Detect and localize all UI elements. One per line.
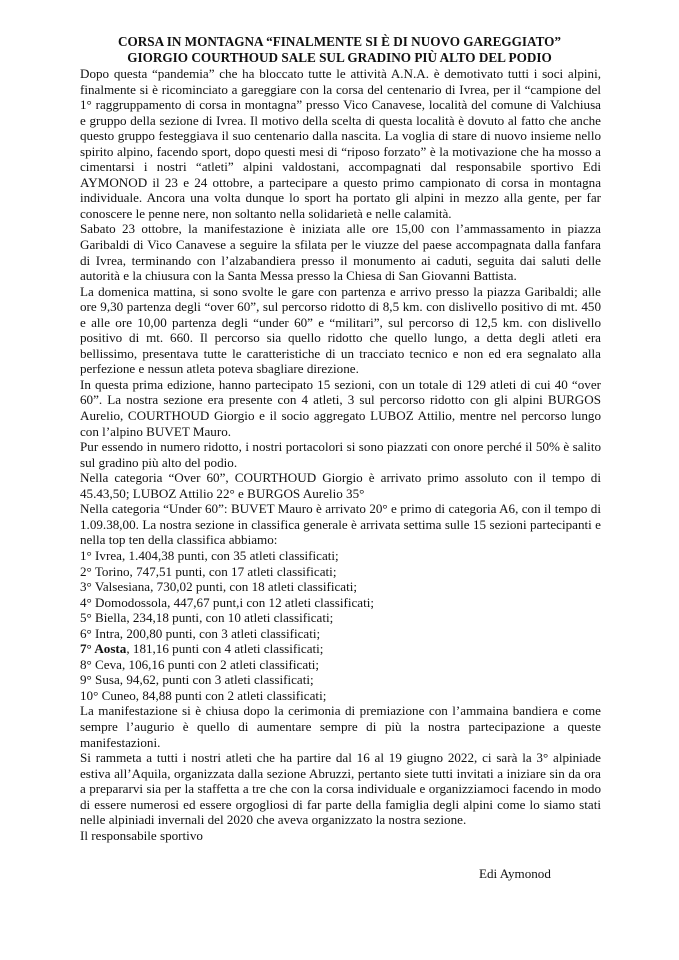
title-line-1: CORSA IN MONTAGNA “FINALMENTE SI È DI NUOVO GAREGGIATO” <box>117 34 562 49</box>
paragraph: Pur essendo in numero ridotto, i nostri portacolori si sono piazzati con onore perché il 50% è salito sul gradino più alto del podio. <box>80 439 601 470</box>
paragraph: Nella categoria “Over 60”, COURTHOUD Giorgio è arrivato primo assoluto con il tempo di 45.43,50; LUBOZ Attilio 22° e BURGOS Aurelio 35° <box>80 470 601 501</box>
ranking-position: 2° Torino <box>80 563 130 579</box>
ranking-item <box>80 688 601 704</box>
paragraph: Dopo questa “pandemia” che ha bloccato tutte le attività A.N.A. è demotivato tutti i soci alpini, finalmente si è ricominciato a gareggiare con la corsa del centenario di Ivrea, per il “campione del 1° raggruppamento di corsa in montagna” presso Vico Canavese, località del comune di Valchiusa e gruppo della sezione di Ivrea. Il motivo della scelta di questa località è dovuto al fatto che anche questo gruppo festeggiava il suo centenario dalla nascita. La voglia di stare di nuovo insieme nello spirito alpino, facendo sport, dopo questi mesi di “riposo forzato” è la motivazione che ha mosso a cimentarsi i nostri “atleti” alpini valdostani, accompagnati dal responsabile sportivo Edi AYMONOD il 23 e 24 ottobre, a partecipare a questo primo campionato di corsa in montagna individuale. Ancora una volta dunque lo sport ha portato gli alpini in mezzo alla gente, per far conoscere le penne nere, non soltanto nella solidarietà e nelle calamità. <box>80 66 601 221</box>
article-body <box>80 66 601 843</box>
ranking-item <box>80 657 601 673</box>
ranking-item <box>80 595 601 611</box>
ranking-detail: , 84,88 punti con 2 atleti classificati; <box>135 687 327 703</box>
ranking-position: 7° Aosta <box>80 641 127 657</box>
ranking-item <box>80 672 601 688</box>
ranking-item <box>80 564 601 580</box>
ranking-item <box>80 610 601 626</box>
ranking-position: 9° Susa <box>80 672 120 688</box>
ranking-detail: , 181,16 punti con 4 atleti classificati; <box>126 641 324 657</box>
ranking-detail: , 200,80 punti, con 3 atleti classificati; <box>119 625 321 641</box>
ranking-position: 6° Intra <box>80 625 120 641</box>
paragraph: Nella categoria “Under 60”: BUVET Mauro è arrivato 20° e primo di categoria A6, con il tempo di 1.09.38,00. La nostra sezione in classifica generale è arrivata settima sulle 15 sezioni partecipanti e nella top ten della classifica abbiamo: <box>80 501 601 548</box>
ranking-detail: , 94,62, punti con 3 atleti classificati; <box>119 672 314 688</box>
signature-name: Edi Aymonod <box>479 866 551 881</box>
ranking-item <box>80 548 601 564</box>
paragraph: In questa prima edizione, hanno partecipato 15 sezioni, con un totale di 129 atleti di cui 40 “over 60”. La nostra sezione era presente con 4 atleti, 3 sul percorso ridotto con gli alpini BURGOS Aurelio, COURTHOUD Giorgio e il socio aggregato LUBOZ Attilio, mentre nel percorso lungo con l’alpino BUVET Mauro. <box>80 376 601 439</box>
ranking-item <box>80 579 601 595</box>
ranking-detail: , 1.404,38 punti, con 35 atleti classificati; <box>121 547 339 563</box>
title-line-2: GIORGIO COURTHOUD SALE SUL GRADINO PIÙ ALTO DEL PODIO <box>127 50 552 65</box>
ranking-item <box>80 626 601 642</box>
paragraph: La domenica mattina, si sono svolte le gare con partenza e arrivo presso la piazza Garibaldi; alle ore 9,30 partenza degli “over 60”, sul percorso ridotto di 8,5 km. con dislivello positivo di mt. 450 e alle ore 10,00 partenza degli “under 60” e “militari”, sul percorso di 12,5 km. con dislivello positivo di mt. 660. Il percorso sia quello ridotto che quello lungo, a detta degli atleti era bellissimo, presentava tutte le caratteristiche di un tracciato tecnico e non ed era segnalato alla perfezione e nessun atleta poteva sbagliare direzione. <box>80 283 601 377</box>
ranking-position: 4° Domodossola <box>80 594 168 610</box>
ranking-list <box>80 548 601 703</box>
ranking-position: 1° Ivrea <box>80 547 122 563</box>
paragraph: La manifestazione si è chiusa dopo la cerimonia di premiazione con l’ammaina bandiera e come sempre l’augurio è quello di aumentare sempre di più la nostra partecipazione a queste manifestazioni. <box>80 703 601 750</box>
ranking-position: 5° Biella <box>80 610 127 626</box>
ranking-item-highlighted <box>80 641 601 657</box>
ranking-position: 10° Cuneo <box>80 687 136 703</box>
ranking-position: 8° Ceva <box>80 656 122 672</box>
ranking-detail: , 447,67 punt,i con 12 atleti classificati; <box>167 594 374 610</box>
paragraph: Si rammeta a tutti i nostri atleti che ha partire dal 16 al 19 giugno 2022, ci sarà la 3° alpiniade estiva all’Aquila, organizzata dalla sezione Abruzzi, pertanto siete tutti invitati a iniziare sin da ora a prepararvi sia per la staffetta a tre che con la corsa individuale e organizziamoci facendo in modo di essere numerosi ed essere orgogliosi di far parte della famiglia degli alpini come lo siamo stati nelle alpiniadi invernali del 2020 che aveva organizzato la nostra sezione. <box>80 750 601 828</box>
ranking-detail: , 730,02 punti, con 18 atleti classificati; <box>150 579 358 595</box>
ranking-detail: , 747,51 punti, con 17 atleti classificati; <box>129 563 337 579</box>
ranking-position: 3° Valsesiana <box>80 579 151 595</box>
paragraph: Sabato 23 ottobre, la manifestazione è iniziata alle ore 15,00 con l’ammassamento in piazza Garibaldi di Vico Canavese a seguire la sfilata per le viuzze del paese accompagnata dalla fanfara di Ivrea, terminando con l’alzabandiera presso il monumento ai caduti, seguita dai saluti delle autorità e la chiusura con la Santa Messa presso la Chiesa di San Giovanni Battista. <box>80 221 601 284</box>
ranking-detail: , 234,18 punti, con 10 atleti classificati; <box>126 610 334 626</box>
ranking-detail: , 106,16 punti con 2 atleti classificati; <box>121 656 320 672</box>
signature-role: Il responsabile sportivo <box>80 827 203 843</box>
